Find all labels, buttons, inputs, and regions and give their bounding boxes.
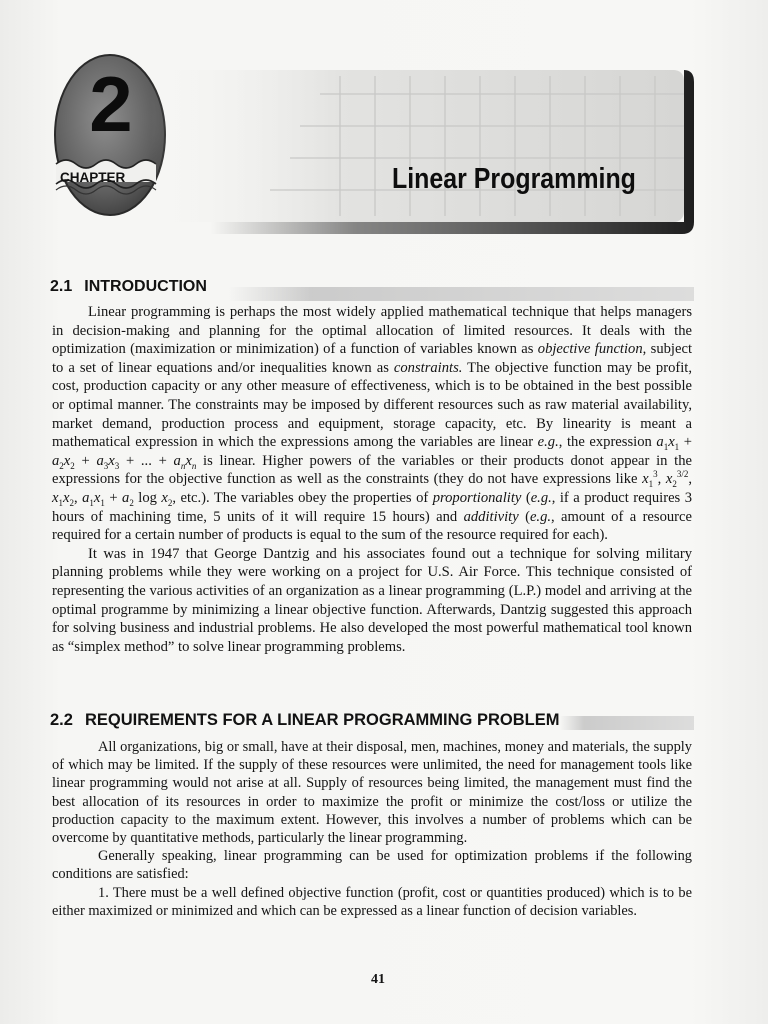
paragraph: It was in 1947 that George Dantzig and his associates found out a technique for solving military planning problems while they were working on a project for U.S. Air Force. This technique consisted of representing the various activities of an organization as a linear programming (L.P.) model and arriving at the optimal programme by minimizing a linear objective function. Afterwards, Dantzig suggested this approach for solving business and industrial problems. He also developed the most powerful mathematical tool known as “simplex method” to solve linear programming problems. bbox=[52, 545, 692, 655]
section-title: INTRODUCTION bbox=[84, 278, 207, 295]
section-heading-requirements bbox=[50, 711, 559, 733]
page-number: 41 bbox=[371, 972, 385, 987]
nonlinear-examples: $x_1^3$, $x_2^{3/2}$, $x_1x_2$, $a_1x_1 + a_2$ $\log x_2$, bbox=[52, 469, 693, 508]
section-title: REQUIREMENTS FOR A LINEAR PROGRAMMING PROBLEM bbox=[84, 711, 560, 729]
paragraph: Generally speaking, linear programming can be used for optimization problems if the following conditions are satisfied: bbox=[52, 848, 692, 883]
chapter-banner bbox=[150, 66, 694, 234]
section-number: 2.2 bbox=[50, 711, 73, 729]
chapter-number: 2 bbox=[89, 60, 133, 148]
linear-expression: $a_1x_1 + a_2x_2 + a_3x_3$ + ... + $a_nx_n$ bbox=[52, 434, 692, 471]
paragraph: Linear programming is perhaps the most widely applied mathematical technique that helps managers in decision-making and planning for the optimal allocation of limited resources. It deals with the optimization (maximization or minimization) of a function of variables known as objective function, subject to a set of linear equations and/or inequalities known as constraints. The objective function may be profit, cost, production capacity or any other measure of effectiveness, which is to be obtained in the best possible or optimal manner. The constraints may be imposed by different resources such as raw material availability, market demand, production process and equipment, storage capacity, etc. By linearity is meant a mathematical expression in which the expressions among the variables are linear e.g., the expression $a_1x_1 + a_2x_2 + a_3x_3$ + ... + $a_nx_n$ is linear. Higher powers of the variables or their products donot appear in the expressions for the objective function as well as the constraints (they do not have expressions like $x_1^3$, $x_2^{3/2}$, $x_1x_2$, $a_1x_1 + a_2$ $\log x_2$, etc.). The variables obey the properties of proportionality (e.g., if a product requires 3 hours of machining time, 5 units of it will require 15 hours) and additivity (e.g., amount of a resource required for a certain number of products is equal to the sum of the resource required for each). bbox=[52, 304, 693, 544]
paragraph: 1. There must be a well defined objective function (profit, cost or quantities produced) which is to be either maximized or minimized and which can be expressed as a linear function of decision variables. bbox=[52, 884, 692, 919]
section-number: 2.1 bbox=[50, 278, 73, 295]
section-bar-2 bbox=[560, 716, 694, 730]
paragraph: All organizations, big or small, have at their disposal, men, machines, money and materials, the supply of which may be limited. If the supply of these resources were unlimited, the need for management tools like linear programming would not arise at all. Supply of resources being limited, the management must find the best allocation of its resources in order to maximize the profit or minimize the cost/loss or utilize the production capacity to the maximum extent. However, this involves a number of problems which can be overcome by quantitative methods, particularly the linear programming. bbox=[52, 739, 692, 847]
section-heading-introduction bbox=[50, 278, 207, 300]
requirements-text bbox=[52, 738, 692, 920]
chapter-label: CHAPTER bbox=[60, 170, 126, 185]
section-bar-1 bbox=[228, 287, 694, 301]
chapter-title: Linear Programming bbox=[392, 163, 636, 195]
introduction-text bbox=[52, 303, 692, 656]
